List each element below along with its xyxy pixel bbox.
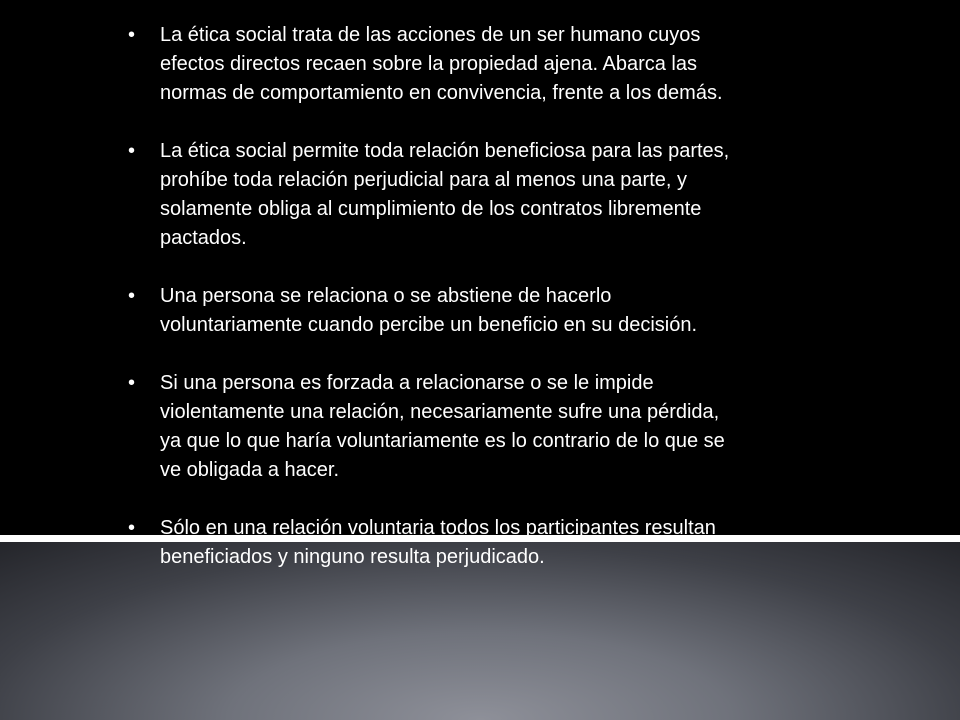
bullet-text: La ética social permite toda relación beneficiosa para las partes, prohíbe toda relación perjudicial para al menos una parte, y solamente obliga al cumplimiento de los contratos libremente pactados. [160, 140, 730, 249]
bullet-text: Una persona se relaciona o se abstiene de hacerlo voluntariamente cuando percibe un beneficio en su decisión. [160, 285, 698, 336]
bullet-text: La ética social trata de las acciones de un ser humano cuyos efectos directos recaen sobre la propiedad ajena. Abarca las normas de comportamiento en convivencia, frente a los demás. [160, 24, 723, 104]
bullet-text: Sólo en una relación voluntaria todos los participantes resultan beneficiados y ninguno resulta perjudicado. [160, 517, 716, 568]
bullet-icon: • [128, 517, 136, 539]
bullet-icon: • [128, 140, 136, 162]
bullet-icon: • [128, 285, 136, 307]
bullet-item [128, 21, 848, 108]
bullet-item [128, 514, 848, 572]
bullet-item [128, 282, 848, 340]
bullet-icon: • [128, 372, 136, 394]
bullet-item [128, 369, 848, 485]
bullet-item [128, 137, 848, 253]
bullet-icon: • [128, 24, 136, 46]
bullet-list [128, 21, 848, 572]
bullet-text: Si una persona es forzada a relacionarse o se le impide violentamente una relación, necesariamente sufre una pérdida, ya que lo que haría voluntariamente es lo contrario de lo que se ve obligada a hacer. [160, 372, 725, 481]
